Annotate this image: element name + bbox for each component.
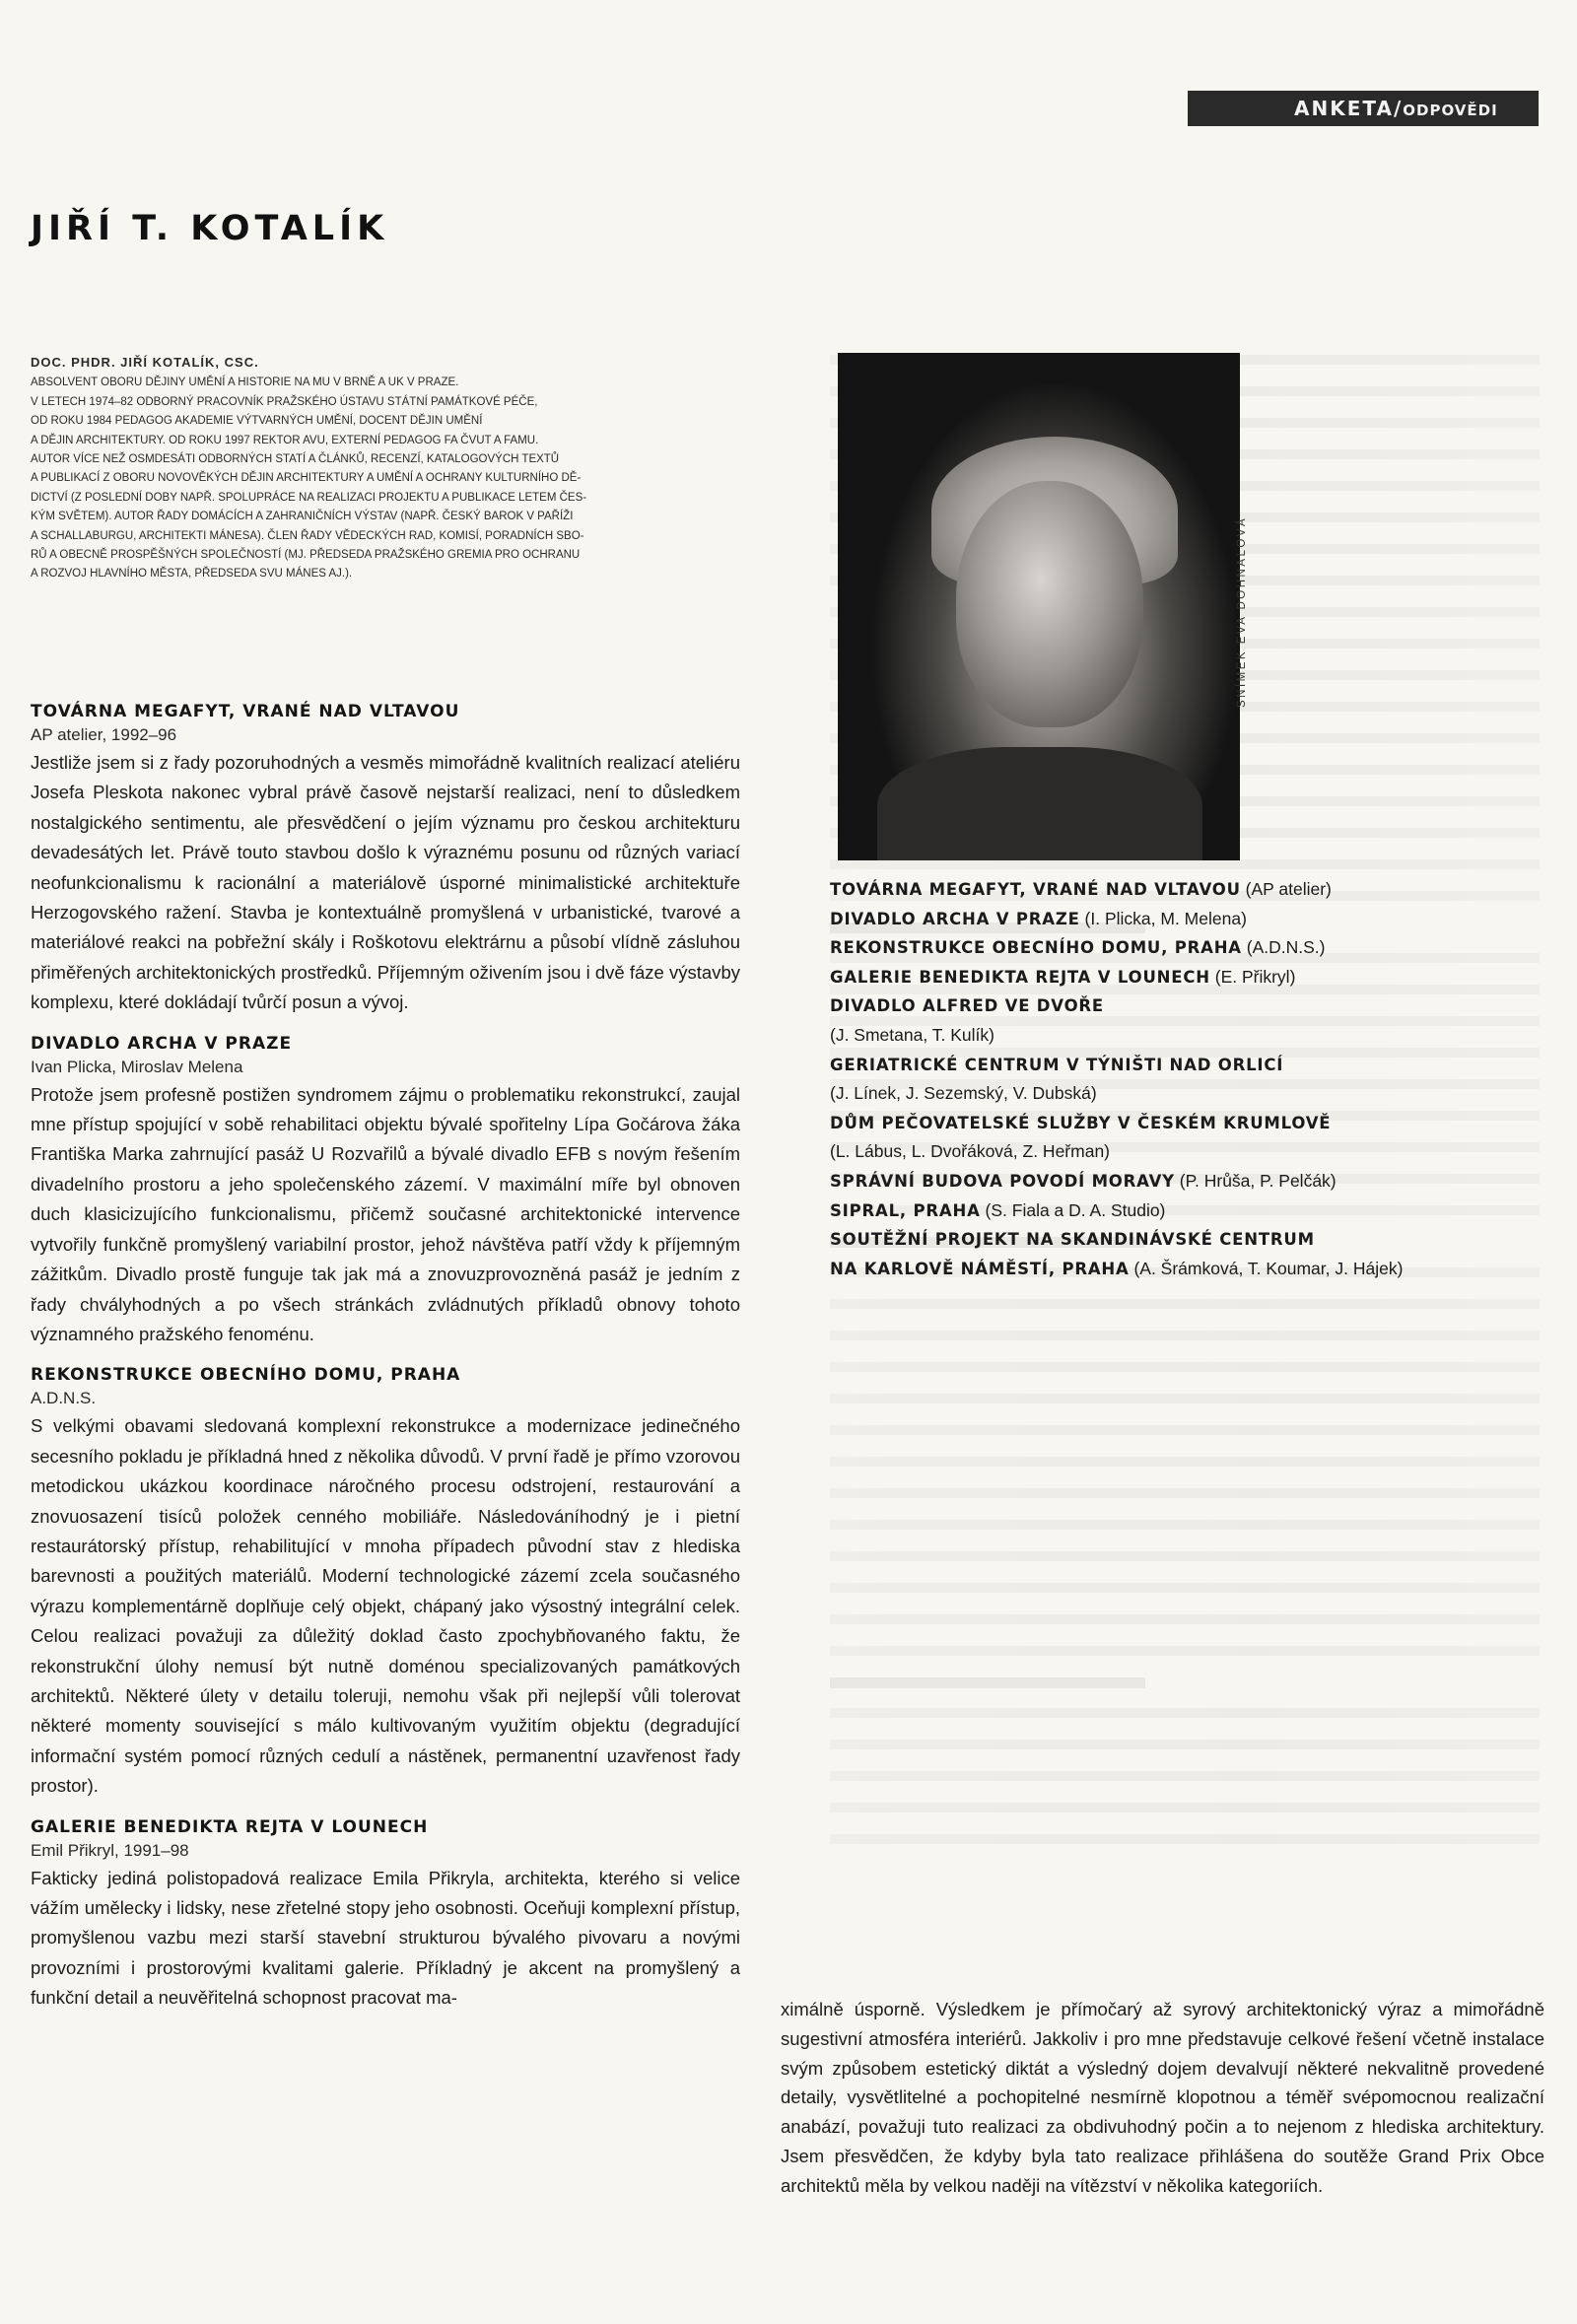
portrait-shirt bbox=[877, 747, 1202, 860]
project-item bbox=[830, 1051, 1540, 1080]
author-title: JIŘÍ T. KOTALÍK bbox=[31, 209, 389, 248]
bio-line: OD ROKU 1984 PEDAGOG AKADEMIE VÝTVARNÝCH UMĚNÍ, DOCENT DĚJIN UMĚNÍ bbox=[31, 415, 483, 428]
photo-credit: SNÍMEK EVA DOHNALOVÁ bbox=[1236, 515, 1248, 708]
section-sub-label: ODPOVĚDI bbox=[1403, 102, 1498, 119]
project-item bbox=[830, 1255, 1540, 1284]
entry-title: GALERIE BENEDIKTA REJTA V LOUNECH bbox=[31, 1816, 429, 1837]
project-authors: (L. Lábus, L. Dvořáková, Z. Heřman) bbox=[830, 1141, 1110, 1162]
bio-line: V LETECH 1974–82 ODBORNÝ PRACOVNÍK PRAŽSKÉHO ÚSTAVU STÁTNÍ PAMÁTKOVÉ PÉČE, bbox=[31, 395, 538, 408]
entry-text: Protože jsem profesně postižen syndromem zájmu o problematiku rekonstrukcí, zaujal mne přístup spojující v sobě rehabilitaci objektu bývalé spořitelny Lípa Gočárova žáka Františka Marka zahrnující pasáž U Rozvařilů a bývalé divadlo EFB s novým řešením divadelního prostoru a jeho společenského zázemí. V maximální míře byl obnoven duch klasicizujícího funkcionalismu, přičemž současné architektonické intervence vytvořily funkčně promyšlený variabilní prostor, jehož návštěva patří vždy k příjemným zážitkům. Divadlo prostě funguje tak jak má a znovuzprovozněná pasáž je jedním z řady chvályhodných a po všech stránkách zvládnutých příkladů obnovy tohoto významného pražského fenoménu. bbox=[31, 1083, 740, 1344]
bio-name: DOC. PHDR. JIŘÍ KOTALÍK, CSC. bbox=[31, 355, 259, 370]
project-item bbox=[830, 1225, 1540, 1255]
bio-line: AUTOR VÍCE NEŽ OSMDESÁTI ODBORNÝCH STATÍ A ČLÁNKŮ, RECENZÍ, KATALOGOVÝCH TEXTŮ bbox=[31, 453, 560, 466]
project-item bbox=[830, 1021, 1540, 1051]
bio-line: DICTVÍ (Z POSLEDNÍ DOBY NAPŘ. SPOLUPRÁCE NA REALIZACI PROJEKTU A PUBLIKACE LETEM ČES- bbox=[31, 491, 587, 504]
project-item bbox=[830, 1079, 1540, 1109]
entry-text: Jestliže jsem si z řady pozoruhodných a vesměs mimořádně kvalitních realizací ateliéru Josefa Pleskota nakonec vybral právě časově nejstarší realizaci, není to důsledkem nostalgického sentimentu, ale přesvědčení o jejím významu pro českou architekturu devadesátých let. Právě touto stavbou došlo k výraznému posunu od různých variací neofunkcionalismu k racionální a materiálově úsporné minimalistické architektuře Herzogovského ražení. Stavba je kontextuálně promyšlená v urbanistické, tvarové a materiálové reakci na pobřežní skály i Roškotovu elektrárnu a působí vlídně zásluhou přiměřených architektonických prostředků. Příjemným oživením jsou i dvě fáze výstavby komplexu, které dokládají tvůrčí posun a vývoj. bbox=[31, 752, 740, 1013]
project-name: NA KARLOVĚ NÁMĚSTÍ, PRAHA bbox=[830, 1259, 1130, 1278]
entry-megafyt bbox=[31, 700, 740, 1018]
entry-archa bbox=[31, 1032, 740, 1350]
entry-firm: Ivan Plicka, Miroslav Melena bbox=[31, 1057, 243, 1076]
project-name: DŮM PEČOVATELSKÉ SLUŽBY V ČESKÉM KRUMLOVĚ bbox=[830, 1113, 1332, 1132]
project-name: SPRÁVNÍ BUDOVA POVODÍ MORAVY bbox=[830, 1171, 1175, 1191]
entry-firm: A.D.N.S. bbox=[31, 1389, 97, 1408]
article-left-column bbox=[31, 700, 740, 2027]
project-authors: (A.D.N.S.) bbox=[1241, 937, 1326, 958]
project-name: DIVADLO ARCHA V PRAZE bbox=[830, 909, 1080, 928]
bio-line: ABSOLVENT OBORU DĚJINY UMĚNÍ A HISTORIE NA MU V BRNĚ A UK V PRAZE. bbox=[31, 376, 459, 389]
project-name: TOVÁRNA MEGAFYT, VRANÉ NAD VLTAVOU bbox=[830, 880, 1241, 899]
project-name: GERIATRICKÉ CENTRUM V TÝNIŠTI NAD ORLICÍ bbox=[830, 1055, 1284, 1074]
project-authors: (J. Línek, J. Sezemský, V. Dubská) bbox=[830, 1083, 1097, 1104]
project-item bbox=[830, 933, 1540, 963]
bio-line: A PUBLIKACÍ Z OBORU NOVOVĚKÝCH DĚJIN ARCHITEKTURY A UMĚNÍ A OCHRANY KULTURNÍHO DĚ- bbox=[31, 472, 582, 485]
entry-title: REKONSTRUKCE OBECNÍHO DOMU, PRAHA bbox=[31, 1365, 461, 1386]
entry-text: Fakticky jediná polistopadová realizace Emila Přikryla, architekta, kterého si velice vážím umělecky i lidsky, nese zřetelné stopy jeho osobnosti. Oceňuji komplexní přístup, promyšlenou vazbu mezi starší stavební strukturou bývalého pivovaru a novými provozními i prostorovými kvalitami galerie. Příkladný je akcent na promyšlený a funkční detail a neuvěřitelná schopnost pracovat ma- bbox=[31, 1867, 740, 2009]
project-name: SIPRAL, PRAHA bbox=[830, 1200, 981, 1220]
project-name: SOUTĚŽNÍ PROJEKT NA SKANDINÁVSKÉ CENTRUM bbox=[830, 1230, 1315, 1250]
project-item bbox=[830, 875, 1540, 905]
project-name: REKONSTRUKCE OBECNÍHO DOMU, PRAHA bbox=[830, 938, 1242, 958]
project-name: GALERIE BENEDIKTA REJTA V LOUNECH bbox=[830, 967, 1210, 987]
project-item bbox=[830, 905, 1540, 934]
entry-galerie-rejta bbox=[31, 1815, 740, 2014]
project-item bbox=[830, 1196, 1540, 1226]
project-item bbox=[830, 991, 1540, 1021]
bio-line: A DĚJIN ARCHITEKTURY. OD ROKU 1997 REKTOR AVU, EXTERNÍ PEDAGOG FA ČVUT A FAMU. bbox=[31, 434, 539, 446]
project-authors: (P. Hrůša, P. Pelčák) bbox=[1174, 1170, 1337, 1191]
project-authors: (J. Smetana, T. Kulík) bbox=[830, 1024, 994, 1045]
project-item bbox=[830, 1167, 1540, 1196]
project-item bbox=[830, 1109, 1540, 1138]
bio-line: A SCHALLABURGU, ARCHITEKTI MÁNESA). ČLEN ŘADY VĚDECKÝCH RAD, KOMISÍ, PORADNÍCH SBO- bbox=[31, 529, 584, 542]
entry-text: S velkými obavami sledovaná komplexní rekonstrukce a modernizace jedinečného secesního pokladu je příkladná hned z několika důvodů. V první řadě je přímo vzorovou metodickou ukázkou koordinace náročného procesu odstrojení, restaurování a znovuosazení tisíců položek cenného mobiliáře. Následováníhodný je i pietní restaurátorský přístup, rehabilitující v mnoha případech původní stav z hlediska barevnosti a použitých materiálů. Moderní technologické zázemí zcela současného výrazu komplementárně doplňuje celý objekt, chápaný jako výsostný integrální celek. Celou realizaci považuji za důležitý doklad často zpochybňovaného faktu, že rekonstrukční úlohy nemusí být nutně doménou specializovaných památkových architektů. Některé úlety v detailu toleruji, nemohu však při nejlepší vůli tolerovat některé momenty související s málo kultivovaným využitím objektu (degradující informační systém pomocí různých cedulí a nástěnek, permanentní uzavřenost řady prostor). bbox=[31, 1415, 740, 1797]
author-portrait-photo bbox=[838, 353, 1240, 860]
project-authors: (I. Plicka, M. Melena) bbox=[1079, 908, 1247, 928]
project-list bbox=[830, 875, 1540, 1283]
entry-firm: AP atelier, 1992–96 bbox=[31, 725, 177, 744]
section-label: ANKETA/ bbox=[1294, 97, 1404, 120]
continuation-text: ximálně úsporně. Výsledkem je přímočarý až syrový architektonický výraz a mimořádně sugestivní atmosféra interiérů. Jakkoliv i pro mne představuje celkové řešení včetně instalace svým způsobem estetický diktát a výsledný dojem devalvují některé nekvalitně provedené detaily, vysvětlitelné a pochopitelné nesmírně klopotnou a téměř svépomocnou realizační anabází, považuji tuto realizaci za obdivuhodný počin a to nejenom z hlediska architektury. Jsem přesvědčen, že kdyby byla tato realizace přihlášena do soutěže Grand Prix Obce architektů měla by velkou naději na vítězství v několika kategoriích. bbox=[781, 1999, 1544, 2196]
project-item bbox=[830, 1137, 1540, 1167]
project-authors: (S. Fiala a D. A. Studio) bbox=[980, 1199, 1166, 1220]
bio-line: KÝM SVĚTEM). AUTOR ŘADY DOMÁCÍCH A ZAHRANIČNÍCH VÝSTAV (NAPŘ. ČESKÝ BAROK V PAŘÍŽI bbox=[31, 511, 574, 523]
project-item bbox=[830, 963, 1540, 992]
entry-title: TOVÁRNA MEGAFYT, VRANÉ NAD VLTAVOU bbox=[31, 702, 460, 721]
entry-title: DIVADLO ARCHA V PRAZE bbox=[31, 1033, 293, 1054]
project-authors: (A. Šrámková, T. Koumar, J. Hájek) bbox=[1129, 1258, 1404, 1278]
project-authors: (E. Přikryl) bbox=[1209, 966, 1296, 987]
entry-obecni-dum bbox=[31, 1363, 740, 1801]
bio-line: A ROZVOJ HLAVNÍHO MĚSTA, PŘEDSEDA SVU MÁNES AJ.). bbox=[31, 568, 353, 581]
project-authors: (AP atelier) bbox=[1240, 879, 1332, 899]
portrait-face bbox=[956, 481, 1143, 727]
project-name: DIVADLO ALFRED VE DVOŘE bbox=[830, 996, 1104, 1016]
entry-firm: Emil Přikryl, 1991–98 bbox=[31, 1840, 189, 1860]
author-bio bbox=[31, 353, 642, 584]
bio-line: RŮ A OBECNĚ PROSPĚŠNÝCH SPOLEČNOSTÍ (MJ. PŘEDSEDA PRAŽSKÉHO GREMIA PRO OCHRANU bbox=[31, 549, 581, 562]
section-tag bbox=[1188, 91, 1539, 126]
